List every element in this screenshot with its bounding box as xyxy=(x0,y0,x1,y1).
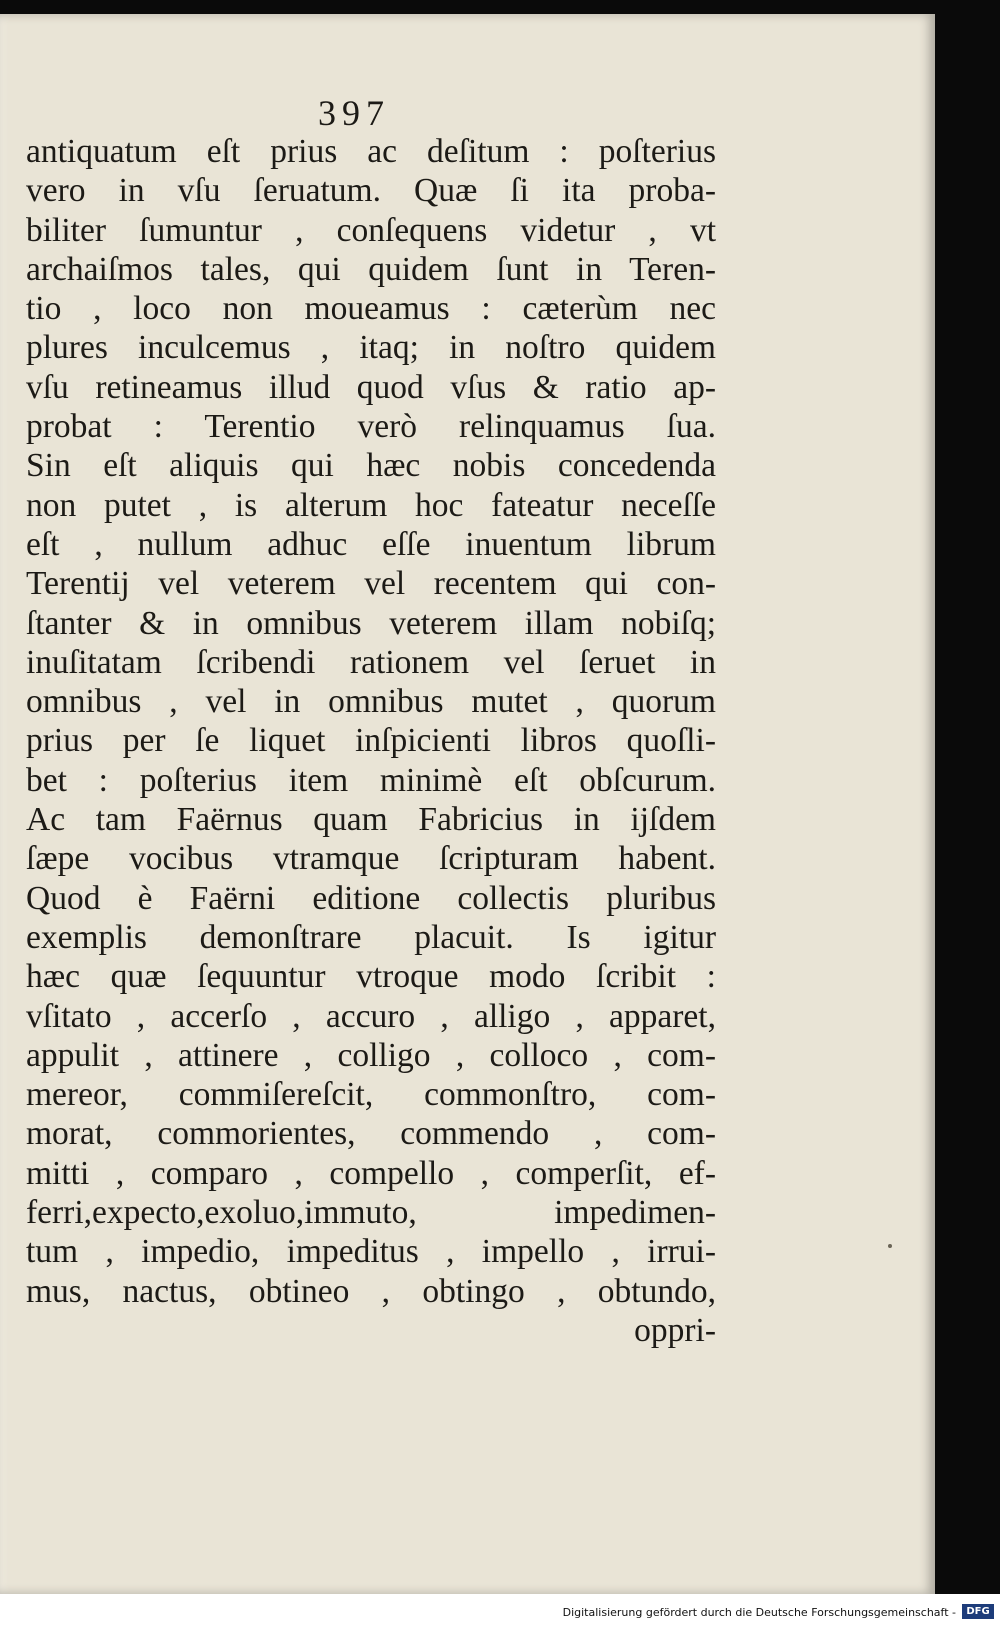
text-line: biliter ſumuntur , conſequens videtur , vt xyxy=(26,211,716,249)
body-text xyxy=(26,132,716,1350)
text-line: ferri,expecto,exoluo,immuto, impedimen- xyxy=(26,1194,716,1232)
text-line: bet : poſterius item minimè eſt obſcurum. xyxy=(26,761,716,799)
text-line: hæc quæ ſequuntur vtroque modo ſcribit : xyxy=(26,958,716,996)
text-line: exemplis demonſtrare placuit. Is igitur xyxy=(26,918,716,956)
text-line: mereor, commiſereſcit, commonſtro, com- xyxy=(26,1076,716,1114)
text-line: archaiſmos tales, qui quidem ſunt in Teren- xyxy=(26,250,716,288)
text-line: Sin eſt aliquis qui hæc nobis concedenda xyxy=(26,447,716,485)
text-line: vero in vſu ſeruatum. Quæ ſi ita proba- xyxy=(26,172,716,210)
text-line: morat, commorientes, commendo , com- xyxy=(26,1115,716,1153)
book-page xyxy=(0,14,935,1594)
text-line: antiquatum eſt prius ac deſitum : poſterius xyxy=(26,133,716,170)
text-line: Quod è Faërni editione collectis pluribus xyxy=(26,879,716,917)
dfg-logo: DFG xyxy=(962,1604,994,1619)
page-number: 397 xyxy=(318,93,390,133)
text-line: eſt , nullum adhuc eſſe inuentum librum xyxy=(26,525,716,563)
digitization-credit: Digitalisierung gefördert durch die Deutsche Forschungsgemeinschaft - xyxy=(562,1606,956,1619)
text-line: prius per ſe liquet inſpicienti libros quoſli- xyxy=(26,722,716,760)
catchword: oppri- xyxy=(634,1311,716,1349)
text-line: mus, nactus, obtineo , obtingo , obtundo, xyxy=(26,1272,716,1310)
text-line: appulit , attinere , colligo , colloco , com- xyxy=(26,1036,716,1074)
text-line: plures inculcemus , itaq; in noſtro quidem xyxy=(26,329,716,367)
text-line: inuſitatam ſcribendi rationem vel ſeruet in xyxy=(26,643,716,681)
text-line: ſtanter & in omnibus veterem illam nobiſq; xyxy=(26,604,716,642)
text-line: Ac tam Faërnus quam Fabricius in ijſdem xyxy=(26,801,716,839)
text-line: mitti , comparo , compello , comperſit, ef- xyxy=(26,1154,716,1192)
text-line: tio , loco non moueamus : cæterùm nec xyxy=(26,290,716,328)
text-line: omnibus , vel in omnibus mutet , quorum xyxy=(26,683,716,721)
text-line: vſu retineamus illud quod vſus & ratio ap- xyxy=(26,368,716,406)
text-line: Terentij vel veterem vel recentem qui con- xyxy=(26,565,716,603)
text-line: ſæpe vocibus vtramque ſcripturam habent. xyxy=(26,840,716,878)
text-line: tum , impedio, impeditus , impello , irrui- xyxy=(26,1233,716,1271)
text-line: probat : Terentio verò relinquamus ſua. xyxy=(26,408,716,446)
text-line: vſitato , accerſo , accuro , alligo , apparet, xyxy=(26,997,716,1035)
text-line: non putet , is alterum hoc fateatur neceſſe xyxy=(26,486,716,524)
margin-mark xyxy=(888,1244,892,1248)
